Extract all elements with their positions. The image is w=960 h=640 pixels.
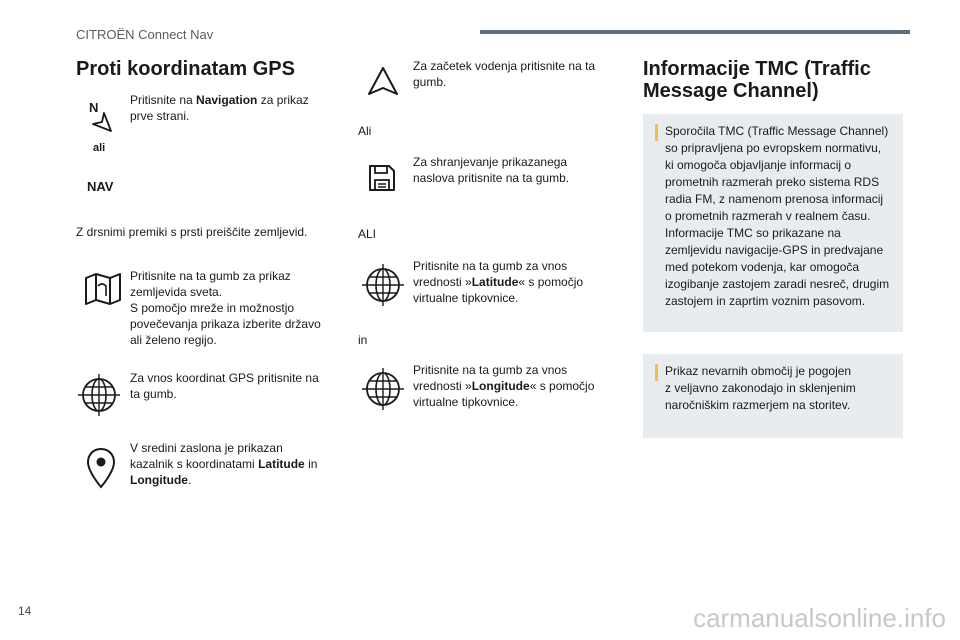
header-rule	[480, 30, 910, 34]
step-gps-input: Za vnos koordinat GPS pritisnite na ta gumb.	[130, 371, 319, 401]
start-guidance-icon	[366, 66, 400, 96]
tmc-info-text: Sporočila TMC (Traffic Message Channel) so pripravljena po evropskem normativu, ki omogoča objavljanje informacij o prometnih razmerah preko sistema RDS radia FM, z namenom prenosa informacij o prometnih razmerah v realnem času. Informacije TMC so prikazane na zemljevidu navigacije-GPS in predvajane med potekom vodenja, kar omogoča izogibanje zastojem zaradi nesreč, drugim zastojem in zaprtim voznim pasovom.	[665, 124, 890, 308]
step-longitude: Pritisnite na ta gumb za vnos vrednosti »Longitude« s pomočjo virtualne tipkovnice.	[413, 363, 595, 409]
step-save-address: Za shranjevanje prikazanega naslova pritisnite na ta gumb.	[413, 155, 570, 185]
ali-connector: Ali	[358, 124, 372, 138]
location-pin-icon	[84, 446, 118, 490]
section-title-tmc: Informacije TMC (Traffic Message Channel)	[643, 58, 871, 102]
step-navigation: Pritisnite na Navigation za prikaz prve strani.	[130, 93, 309, 123]
drag-instruction: Z drsnimi premiki s prsti preiščite zemljevid.	[76, 225, 308, 239]
watermark: carmanualsonline.info	[693, 603, 946, 633]
tmc-info-note	[643, 114, 903, 332]
save-icon	[366, 162, 398, 194]
section-title-gps: Proti koordinatam GPS	[76, 58, 295, 80]
in-connector: in	[358, 333, 368, 347]
globe-icon	[76, 372, 122, 418]
step-start-guidance: Za začetek vodenja pritisnite na ta gumb.	[413, 59, 596, 89]
globe-longitude-icon	[360, 366, 406, 412]
navigation-arrow-icon	[90, 110, 114, 134]
step-coordinates-indicator: V sredini zaslona je prikazan kazalnik s koordinatami Latitude in Longitude.	[130, 441, 318, 487]
step-world-map: Pritisnite na ta gumb za prikaz zemljevida sveta. S pomočjo mreže in možnostjo povečevanja prikaza izberite državo ali želeno regijo.	[130, 269, 321, 347]
globe-latitude-icon	[360, 262, 406, 308]
danger-zones-note	[643, 354, 903, 438]
world-map-icon	[82, 268, 124, 310]
note-accent-bar	[655, 124, 658, 141]
ali-connector-2: ALI	[358, 227, 377, 241]
ali-label: ali	[93, 142, 106, 154]
note-accent-bar-2	[655, 364, 658, 381]
page-number: 14	[18, 604, 32, 618]
danger-zones-text: Prikaz nevarnih območij je pogojen z veljavno zakonodajo in sklenjenim naročniškim razmerjem na storitev.	[665, 364, 856, 412]
step-latitude: Pritisnite na ta gumb za vnos vrednosti »Latitude« s pomočjo virtualne tipkovnice.	[413, 259, 584, 305]
nav-letter: N	[89, 100, 99, 115]
header-brand: CITROËN Connect Nav	[76, 27, 214, 42]
nav-label: NAV	[87, 179, 114, 194]
